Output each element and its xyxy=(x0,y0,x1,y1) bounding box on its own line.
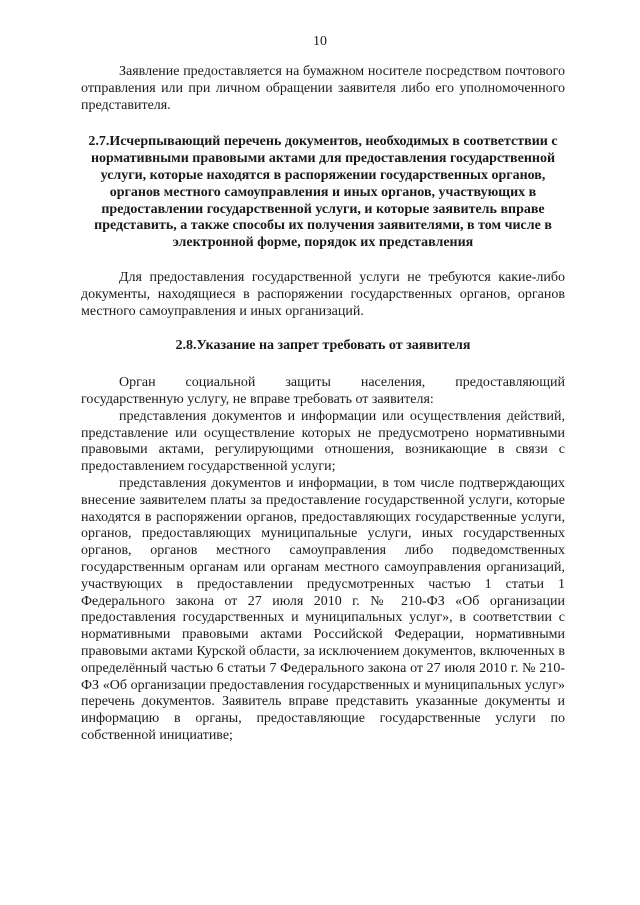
document-body xyxy=(81,64,565,745)
paragraph-authority-may-not-require: Орган социальной защиты населения, предоставляющий государственную услугу, не вправе требовать от заявителя: xyxy=(81,375,565,407)
section-heading-2-7: 2.7.Исчерпывающий перечень документов, необходимых в соответствии с нормативными правовыми актами для предоставления государственной услуги, которые находятся в распоряжении государственных органов, органов местного самоуправления и иных органов, участвующих в предоставлении государственной услуги, и которые заявитель вправе представить, а также способы их получения заявителями, в том числе в электронной форме, порядок их представления xyxy=(88,134,558,251)
page-number: 10 xyxy=(313,34,327,49)
paragraph-prohibition-item-2: представления документов и информации, в том числе подтверждающих внесение заявителем платы за предоставление государственной услуги, которые находятся в распоряжении органов, предоставляющих государственные услуги, органов, предоставляющих муниципальные услуги, иных государственных органов, органов местного самоуправления либо подведомственных государственным органам или органам местного самоуправления организаций, участвующих в предоставлении предусмотренных частью 1 статьи 1 Федерального закона от 27 июля 2010 г. № 210-ФЗ «Об организации предоставления государственных и муниципальных услуг», в соответствии с нормативными правовыми актами Российской Федерации, нормативными правовыми актами Курской области, за исключением документов, включенных в определённый частью 6 статьи 7 Федерального закона от 27 июля 2010 г. № 210-ФЗ «Об организации предоставления государственных и муниципальных услуг» перечень документов. Заявитель вправе представить указанные документы и информацию в органы, предоставляющие государственные услуги по собственной инициативе; xyxy=(81,475,565,743)
section-heading-2-8: 2.8.Указание на запрет требовать от заявителя xyxy=(175,338,471,354)
paragraph-submission-method: Заявление предоставляется на бумажном носителе посредством почтового отправления или при личном обращении заявителя либо его уполномоченного представителя. xyxy=(81,64,565,113)
paragraph-prohibition-item-1: представления документов и информации или осуществления действий, представление или осуществление которых не предусмотрено нормативными правовыми актами, регулирующими отношения, возникающие в связи с предоставлением государственной услуги; xyxy=(81,408,565,475)
paragraph-no-documents-required: Для предоставления государственной услуги не требуются какие-либо документы, находящиеся в распоряжении государственных органов, органов местного самоуправления и иных организаций. xyxy=(81,269,565,319)
